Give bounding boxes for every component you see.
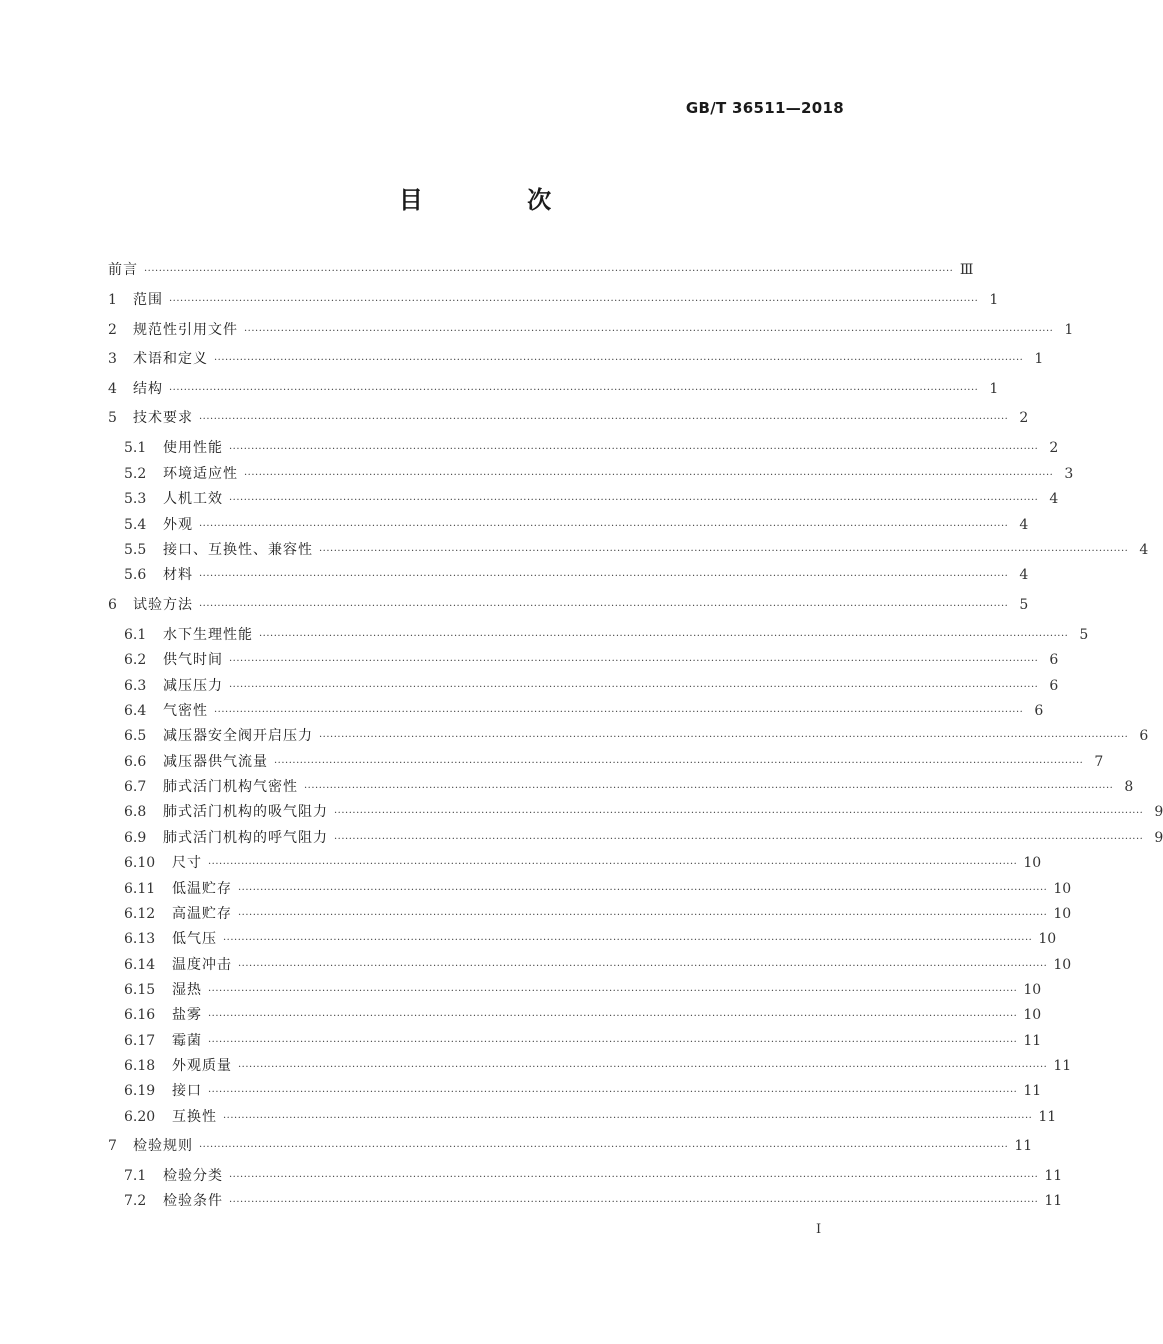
toc-entry[interactable] — [124, 1106, 1057, 1128]
toc-leader-dots: ···························································································································································································································· — [238, 885, 1048, 896]
toc-entry-label: 接口、互换性、兼容性 — [163, 542, 313, 558]
toc-leader-dots: ···························································································································································································································· — [169, 296, 979, 307]
toc-entry-label: 减压器安全阀开启压力 — [163, 728, 313, 744]
toc-entry-label: 外观 — [163, 517, 193, 533]
toc-entry[interactable] — [124, 624, 1089, 646]
standard-code: GB/T 36511—2018 — [685, 99, 844, 117]
toc-entry-label: 减压压力 — [163, 678, 223, 694]
toc-entry-page: 10 — [1053, 957, 1072, 973]
toc-entry-page: 4 — [1019, 567, 1029, 583]
toc-entry-page: 5 — [1019, 597, 1029, 613]
toc-leader-dots: ···························································································································································································································· — [238, 910, 1048, 921]
toc-entry[interactable] — [108, 259, 974, 281]
toc-entry-page: 3 — [1064, 466, 1074, 482]
toc-entry-number: 6.8 — [124, 804, 147, 820]
toc-entry-label: 尺寸 — [172, 855, 202, 871]
toc-entry-page: 11 — [1014, 1138, 1033, 1154]
toc-entry-label: 使用性能 — [163, 440, 223, 456]
toc-entry-number: 6.6 — [124, 754, 147, 770]
toc-entry-label: 肺式活门机构的呼气阻力 — [163, 830, 328, 846]
toc-entry-label: 术语和定义 — [133, 351, 208, 367]
toc-entry[interactable] — [124, 903, 1072, 925]
toc-leader-dots: ···························································································································································································································· — [208, 1087, 1018, 1098]
toc-leader-dots: ···························································································································································································································· — [229, 682, 1039, 693]
toc-entry[interactable] — [124, 649, 1059, 671]
toc-entry[interactable] — [124, 514, 1029, 536]
toc-entry-number: 5.5 — [124, 542, 147, 558]
toc-entry-number: 6.11 — [124, 881, 156, 897]
toc-entry-page: 6 — [1049, 652, 1059, 668]
toc-entry-number: 5.6 — [124, 567, 147, 583]
toc-entry[interactable] — [124, 878, 1072, 900]
toc-entry-number: 5.1 — [124, 440, 147, 456]
toc-entry-page: 4 — [1019, 517, 1029, 533]
toc-entry[interactable] — [124, 852, 1042, 874]
toc-entry[interactable] — [108, 407, 1029, 429]
toc-leader-dots: ···························································································································································································································· — [169, 385, 979, 396]
toc-entry-label: 霉菌 — [172, 1033, 202, 1049]
toc-entry-number: 6.4 — [124, 703, 147, 719]
toc-entry[interactable] — [108, 594, 1029, 616]
toc-entry-page: 11 — [1044, 1168, 1063, 1184]
toc-entry-number: 6.20 — [124, 1109, 156, 1125]
toc-entry[interactable] — [124, 463, 1074, 485]
toc-leader-dots: ···························································································································································································································· — [274, 758, 1084, 769]
toc-entry-page: 11 — [1038, 1109, 1057, 1125]
toc-leader-dots: ···························································································································································································································· — [199, 571, 1009, 582]
toc-entry-number: 7.1 — [124, 1168, 147, 1184]
toc-entry-page: 4 — [1049, 491, 1059, 507]
toc-entry-number: 5 — [108, 410, 117, 426]
page-folio: I — [816, 1222, 822, 1237]
toc-leader-dots: ···························································································································································································································· — [334, 808, 1144, 819]
toc-entry[interactable] — [124, 437, 1059, 459]
toc-entry-number: 6.16 — [124, 1007, 156, 1023]
toc-entry-page: 9 — [1154, 830, 1163, 846]
toc-entry-label: 水下生理性能 — [163, 627, 253, 643]
toc-entry-number: 7 — [108, 1138, 117, 1154]
toc-entry[interactable] — [124, 928, 1057, 950]
toc-leader-dots: ···························································································································································································································· — [214, 707, 1024, 718]
toc-entry[interactable] — [124, 1004, 1042, 1026]
toc-entry-page: 9 — [1154, 804, 1163, 820]
toc-entry-page: 11 — [1044, 1193, 1063, 1209]
toc-entry-label: 检验条件 — [163, 1193, 223, 1209]
toc-entry-number: 5.4 — [124, 517, 147, 533]
toc-leader-dots: ···························································································································································································································· — [199, 521, 1009, 532]
toc-entry[interactable] — [124, 979, 1042, 1001]
toc-entry-number: 1 — [108, 292, 117, 308]
toc-entry-page: 10 — [1023, 1007, 1042, 1023]
toc-entry-number: 5.3 — [124, 491, 147, 507]
toc-entry-label: 互换性 — [172, 1109, 217, 1125]
toc-entry-page: 2 — [1019, 410, 1029, 426]
toc-entry-page: 11 — [1023, 1083, 1042, 1099]
toc-entry-number: 5.2 — [124, 466, 147, 482]
toc-leader-dots: ···························································································································································································································· — [199, 601, 1009, 612]
toc-entry[interactable] — [124, 827, 1163, 849]
toc-entry-page: 1 — [989, 292, 999, 308]
toc-leader-dots: ···························································································································································································································· — [214, 355, 1024, 366]
toc-entry-label: 湿热 — [172, 982, 202, 998]
toc-leader-dots: ···························································································································································································································· — [223, 1113, 1033, 1124]
toc-leader-dots: ···························································································································································································································· — [304, 783, 1114, 794]
toc-entry-number: 6.19 — [124, 1083, 156, 1099]
toc-entry-number: 6.18 — [124, 1058, 156, 1074]
toc-entry-label: 供气时间 — [163, 652, 223, 668]
toc-entry-number: 7.2 — [124, 1193, 147, 1209]
toc-entry-page: 11 — [1023, 1033, 1042, 1049]
toc-entry-number: 6 — [108, 597, 117, 613]
toc-entry[interactable] — [108, 1135, 1033, 1157]
toc-entry-label: 低气压 — [172, 931, 217, 947]
toc-entry-label: 高温贮存 — [172, 906, 232, 922]
toc-entry-label: 外观质量 — [172, 1058, 232, 1074]
toc-entry[interactable] — [124, 954, 1072, 976]
toc-entry-page: 10 — [1038, 931, 1057, 947]
toc-entry-label: 肺式活门机构气密性 — [163, 779, 298, 795]
toc-entry[interactable] — [124, 776, 1134, 798]
toc-entry-label: 技术要求 — [133, 410, 193, 426]
toc-entry[interactable] — [124, 564, 1029, 586]
toc-entry-page: 6 — [1139, 728, 1149, 744]
toc-entry-page: 6 — [1049, 678, 1059, 694]
toc-entry-number: 6.1 — [124, 627, 147, 643]
toc-entry-label: 低温贮存 — [172, 881, 232, 897]
toc-leader-dots: ···························································································································································································································· — [229, 495, 1039, 506]
toc-entry[interactable] — [124, 1190, 1063, 1212]
toc-entry-page: 6 — [1034, 703, 1044, 719]
toc-entry[interactable] — [108, 289, 999, 311]
toc-leader-dots: ···························································································································································································································· — [223, 935, 1033, 946]
toc-entry-page: 8 — [1124, 779, 1134, 795]
toc-entry-page: 4 — [1139, 542, 1149, 558]
toc-leader-dots: ···························································································································································································································· — [199, 414, 1009, 425]
toc-entry-number: 6.3 — [124, 678, 147, 694]
toc-entry-label: 前言 — [108, 262, 138, 278]
toc-entry-page: 7 — [1094, 754, 1104, 770]
toc-entry-number: 6.14 — [124, 957, 156, 973]
toc-leader-dots: ···························································································································································································································· — [238, 1062, 1048, 1073]
toc-leader-dots: ···························································································································································································································· — [229, 1197, 1039, 1208]
toc-entry-number: 6.12 — [124, 906, 156, 922]
toc-entry-page: 5 — [1079, 627, 1089, 643]
toc-leader-dots: ···························································································································································································································· — [319, 732, 1129, 743]
toc-entry-number: 4 — [108, 381, 117, 397]
toc-leader-dots: ···························································································································································································································· — [229, 1172, 1039, 1183]
toc-entry[interactable] — [124, 725, 1149, 747]
toc-entry-number: 2 — [108, 322, 117, 338]
toc-entry-label: 肺式活门机构的吸气阻力 — [163, 804, 328, 820]
toc-entry[interactable] — [124, 700, 1044, 722]
toc-entry-page: 1 — [989, 381, 999, 397]
toc-entry-number: 6.7 — [124, 779, 147, 795]
toc-entry-label: 规范性引用文件 — [133, 322, 238, 338]
toc-entry-label: 接口 — [172, 1083, 202, 1099]
toc-entry-number: 6.2 — [124, 652, 147, 668]
toc-entry-label: 材料 — [163, 567, 193, 583]
toc-entry-page: Ⅲ — [959, 262, 974, 278]
toc-leader-dots: ···························································································································································································································· — [238, 961, 1048, 972]
toc-entry-number: 6.13 — [124, 931, 156, 947]
toc-entry-label: 检验分类 — [163, 1168, 223, 1184]
toc-entry-number: 6.10 — [124, 855, 156, 871]
toc-leader-dots: ···························································································································································································································· — [208, 859, 1018, 870]
toc-entry-page: 10 — [1023, 855, 1042, 871]
toc-leader-dots: ···························································································································································································································· — [208, 986, 1018, 997]
toc-leader-dots: ···························································································································································································································· — [229, 444, 1039, 455]
toc-entry-page: 10 — [1023, 982, 1042, 998]
toc-entry-page: 1 — [1034, 351, 1044, 367]
toc-entry-label: 减压器供气流量 — [163, 754, 268, 770]
toc-entry-label: 人机工效 — [163, 491, 223, 507]
toc-leader-dots: ···························································································································································································································· — [259, 631, 1069, 642]
toc-leader-dots: ···························································································································································································································· — [208, 1011, 1018, 1022]
toc-entry-number: 6.5 — [124, 728, 147, 744]
toc-entry[interactable] — [124, 1030, 1042, 1052]
toc-entry-label: 环境适应性 — [163, 466, 238, 482]
toc-entry-label: 盐雾 — [172, 1007, 202, 1023]
toc-leader-dots: ···························································································································································································································· — [208, 1037, 1018, 1048]
toc-leader-dots: ···························································································································································································································· — [229, 656, 1039, 667]
toc-leader-dots: ···························································································································································································································· — [244, 470, 1054, 481]
toc-title: 目 次 — [398, 186, 600, 214]
toc-entry[interactable] — [124, 1055, 1072, 1077]
toc-entry-page: 11 — [1053, 1058, 1072, 1074]
toc-entry[interactable] — [108, 378, 999, 400]
toc-entry-label: 试验方法 — [133, 597, 193, 613]
toc-entry-number: 3 — [108, 351, 117, 367]
toc-leader-dots: ···························································································································································································································· — [334, 834, 1144, 845]
toc-entry[interactable] — [124, 675, 1059, 697]
toc-entry[interactable] — [124, 1080, 1042, 1102]
toc-entry-page: 10 — [1053, 881, 1072, 897]
toc-entry-label: 温度冲击 — [172, 957, 232, 973]
toc-entry-number: 6.15 — [124, 982, 156, 998]
toc-entry[interactable] — [124, 751, 1104, 773]
toc-leader-dots: ···························································································································································································································· — [199, 1142, 1009, 1153]
toc-entry[interactable] — [124, 1165, 1063, 1187]
toc-entry-page: 2 — [1049, 440, 1059, 456]
toc-entry-page: 1 — [1064, 322, 1074, 338]
toc-entry[interactable] — [124, 539, 1149, 561]
toc-entry[interactable] — [124, 488, 1059, 510]
toc-entry-number: 6.9 — [124, 830, 147, 846]
toc-entry-number: 6.17 — [124, 1033, 156, 1049]
toc-leader-dots: ···························································································································································································································· — [319, 546, 1129, 557]
toc-entry-page: 10 — [1053, 906, 1072, 922]
toc-entry-label: 检验规则 — [133, 1138, 193, 1154]
toc-entry[interactable] — [124, 801, 1163, 823]
toc-leader-dots: ···························································································································································································································· — [144, 266, 954, 277]
toc-leader-dots: ···························································································································································································································· — [244, 326, 1054, 337]
toc-entry-label: 气密性 — [163, 703, 208, 719]
toc-entry-label: 结构 — [133, 381, 163, 397]
toc-entry[interactable] — [108, 348, 1044, 370]
toc-entry-label: 范围 — [133, 292, 163, 308]
toc-entry[interactable] — [108, 319, 1074, 341]
